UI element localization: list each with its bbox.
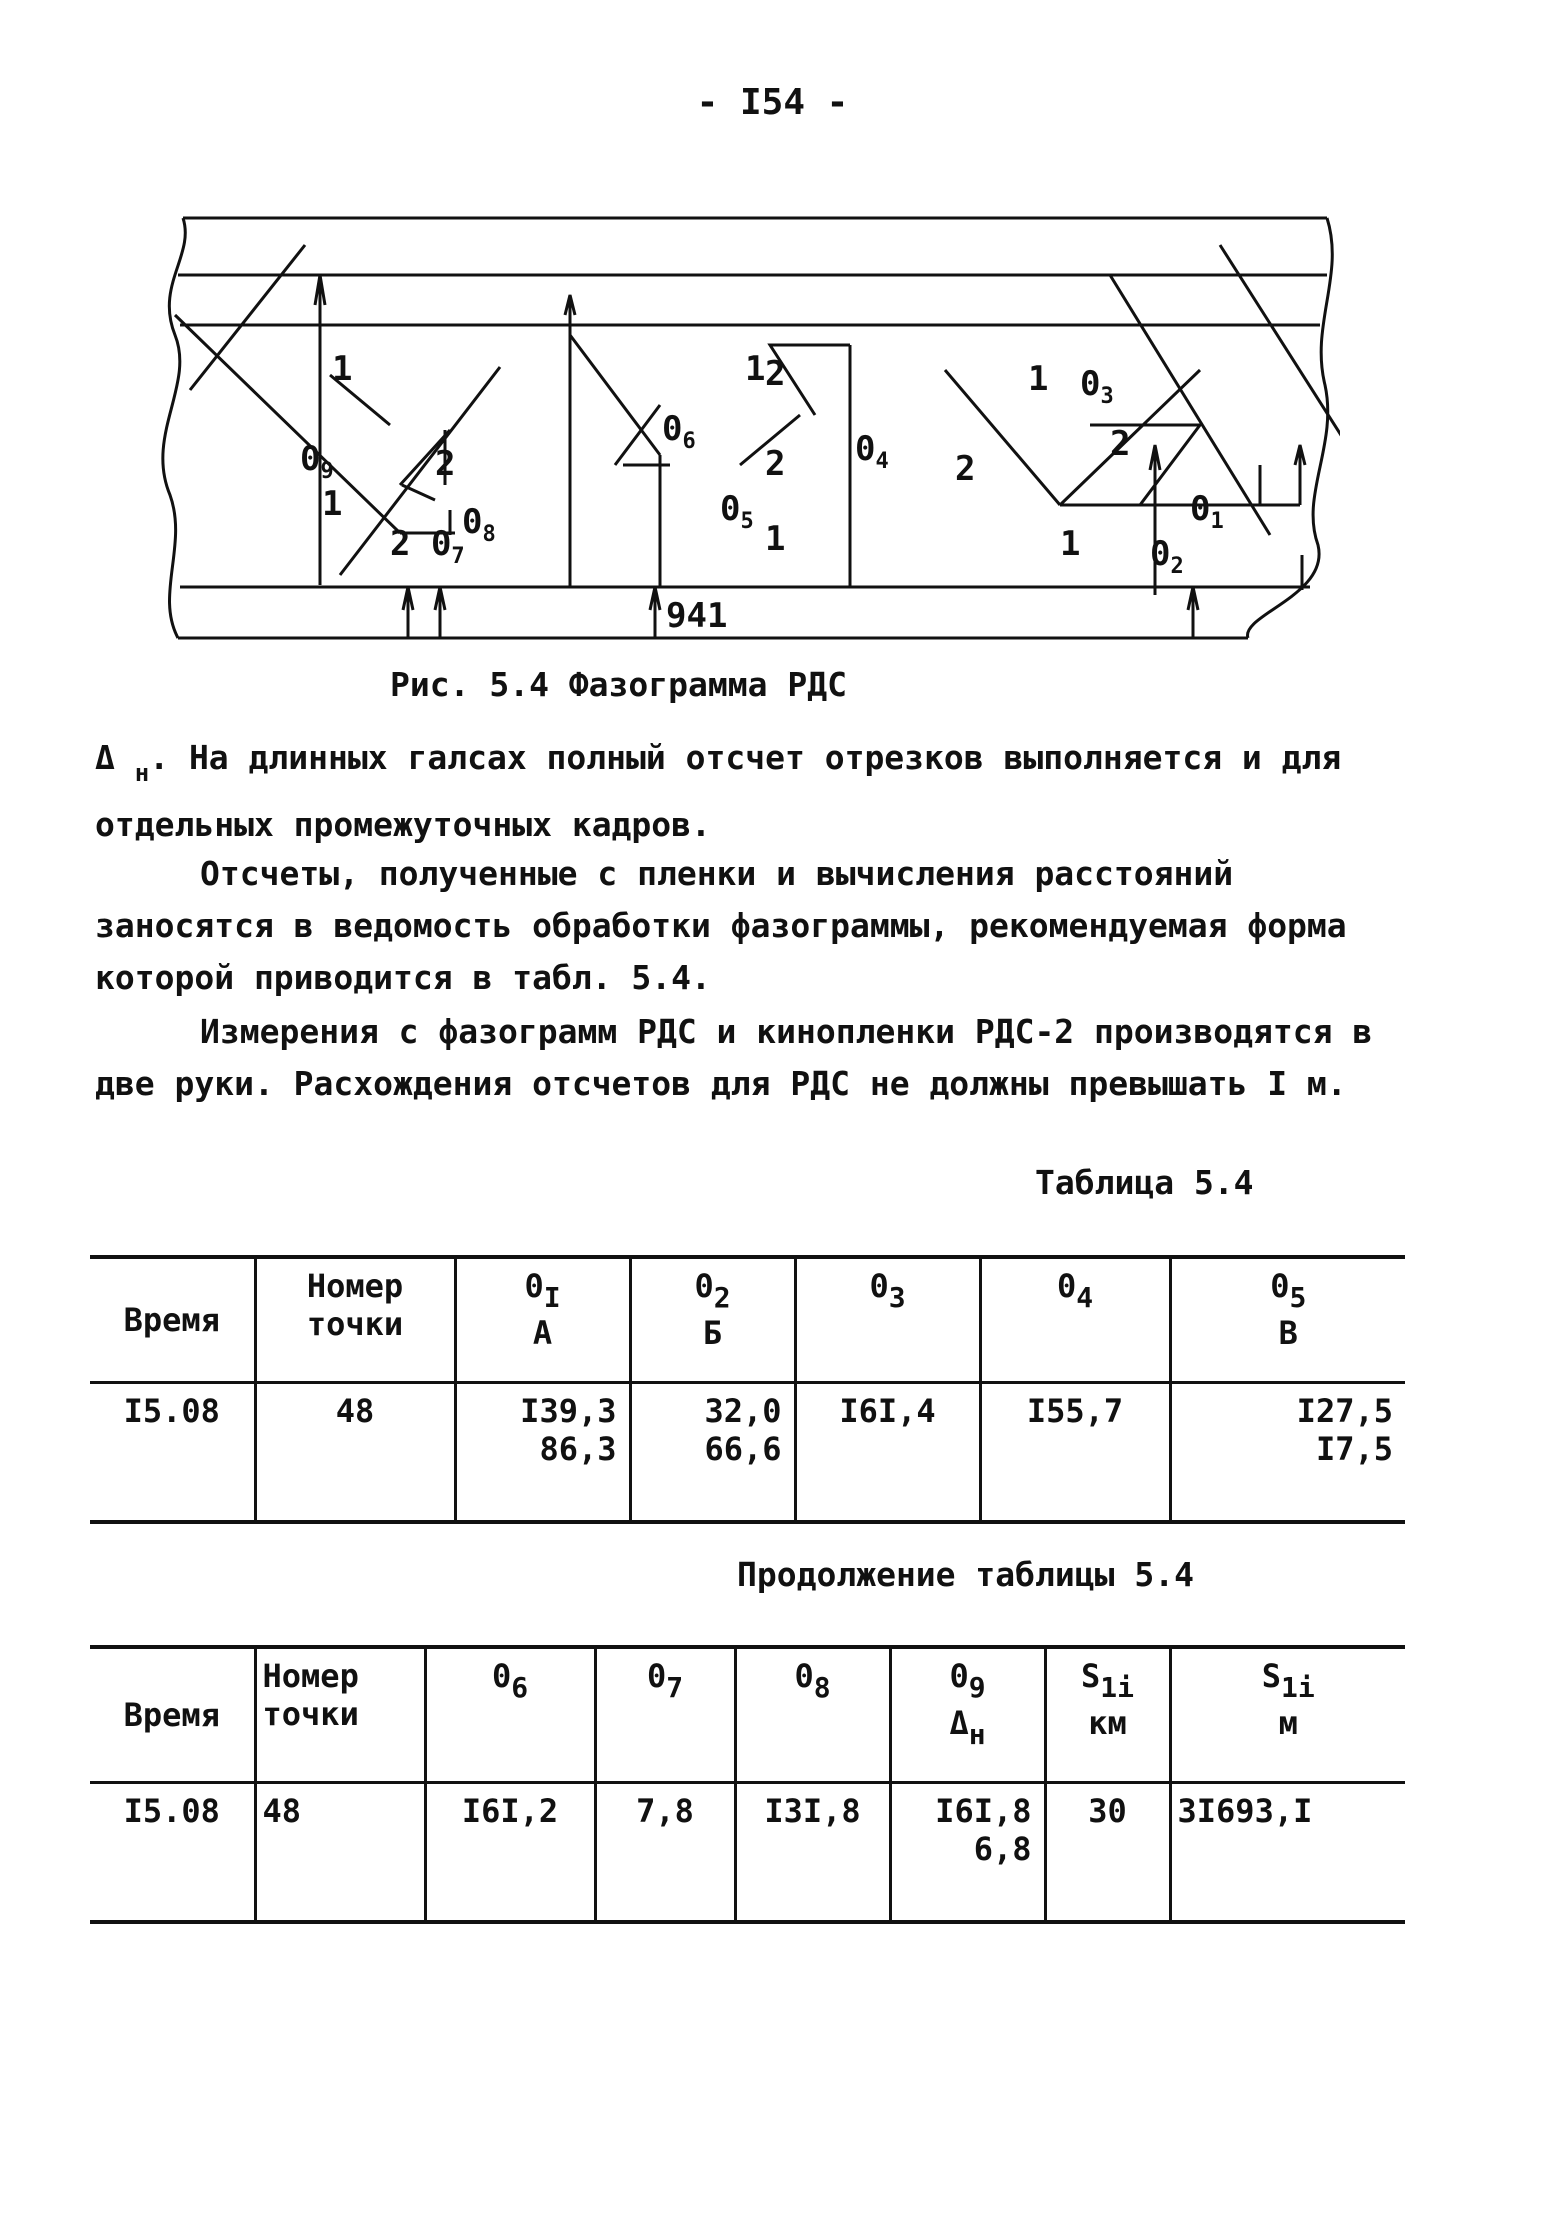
- table-row: [90, 1782, 1405, 1922]
- table1-title: Таблица 5.4: [1035, 1163, 1254, 1202]
- svg-text:1: 1: [1028, 359, 1049, 399]
- cell-time: I5.08: [90, 1782, 255, 1922]
- page-number: - I54 -: [696, 82, 849, 123]
- svg-text:2 07: 2 $0_7$: [390, 524, 465, 569]
- cell-o7: 7,8: [595, 1782, 735, 1922]
- svg-text:2: 2: [765, 354, 786, 394]
- header-o4: 04: [980, 1257, 1170, 1382]
- svg-text:1: 1: [745, 349, 766, 389]
- header-o8: 08: [735, 1647, 890, 1782]
- paragraph-3: Измерения с фазограмм РДС и кинопленки РДС-2 производятся в две руки. Расхождения отсчетов для РДС не должны превышать I м.: [95, 1012, 1373, 1103]
- table-row: [90, 1382, 1405, 1522]
- table1-header-row: [90, 1257, 1405, 1382]
- svg-text:1: 1: [1060, 524, 1081, 564]
- header-o3: 03: [795, 1257, 980, 1382]
- header-o2: 02 Б: [630, 1257, 795, 1382]
- svg-text:2: 2: [1110, 424, 1131, 464]
- cell-s1-m: 3I693,I: [1170, 1782, 1405, 1922]
- svg-text:06: $0_6$: [662, 409, 696, 454]
- svg-text:941: 941: [666, 596, 728, 636]
- figure-caption: Рис. 5.4 Фазограмма РДС: [390, 665, 847, 704]
- table2-title: Продолжение таблицы 5.4: [737, 1555, 1194, 1594]
- cell-point: 48: [255, 1382, 455, 1522]
- cell-point: 48: [255, 1782, 425, 1922]
- header-o1: 0I А: [455, 1257, 630, 1382]
- svg-text:05: $0_5$: [720, 489, 754, 534]
- cell-o4: I55,7: [980, 1382, 1170, 1522]
- paragraph-2: Отсчеты, полученные с пленки и вычисления расстояний заносятся в ведомость обработки фазограммы, рекомендуемая форма которой приводится в табл. 5.4.: [95, 854, 1347, 997]
- header-point: Номер точки: [255, 1257, 455, 1382]
- table-5-4-continued: [90, 1645, 1405, 1924]
- svg-text:09: $0_9$: [300, 439, 334, 484]
- header-o6: 06: [425, 1647, 595, 1782]
- svg-text:03: $0_3$: [1080, 364, 1114, 409]
- header-s1-km: S1i км: [1045, 1647, 1170, 1782]
- table2-header-row: [90, 1647, 1405, 1782]
- header-o7: 07: [595, 1647, 735, 1782]
- cell-o1: I39,3 86,3: [455, 1382, 630, 1522]
- header-point: Номер точки: [255, 1647, 425, 1782]
- header-s1-m: S1i м: [1170, 1647, 1405, 1782]
- cell-o3: I6I,4: [795, 1382, 980, 1522]
- header-o5: 05 В: [1170, 1257, 1405, 1382]
- svg-text:1: 1: [332, 349, 353, 389]
- svg-text:1: 1: [322, 484, 343, 524]
- svg-text:02: $0_2$: [1150, 534, 1184, 579]
- svg-text:01: $0_1$: [1190, 489, 1224, 534]
- cell-o8: I3I,8: [735, 1782, 890, 1922]
- svg-text:2: 2: [955, 449, 976, 489]
- cell-o6: I6I,2: [425, 1782, 595, 1922]
- svg-text:08: $0_8$: [462, 502, 496, 547]
- cell-o5: I27,5 I7,5: [1170, 1382, 1405, 1522]
- cell-time: I5.08: [90, 1382, 255, 1522]
- frame-right-break: [1247, 218, 1332, 638]
- cell-o9: I6I,8 6,8: [890, 1782, 1045, 1922]
- header-time: Время: [90, 1647, 255, 1782]
- frame-left-break: [163, 218, 185, 638]
- svg-text:2: 2: [765, 444, 786, 484]
- svg-text:04: $0_4$: [855, 429, 889, 474]
- cell-s1-km: 30: [1045, 1782, 1170, 1922]
- header-o9: 09 Δн: [890, 1647, 1045, 1782]
- svg-text:1: 1: [765, 519, 786, 559]
- header-time: Время: [90, 1257, 255, 1382]
- paragraph-1: Δ $_н$. На длинных галсах полный отсчет отрезков выполняется и для отдельных промежуточных кадров.: [95, 738, 1342, 844]
- table-5-4: [90, 1255, 1405, 1524]
- phasogram-figure: [150, 215, 1340, 655]
- cell-o2: 32,0 66,6: [630, 1382, 795, 1522]
- svg-text:2: 2: [435, 444, 456, 484]
